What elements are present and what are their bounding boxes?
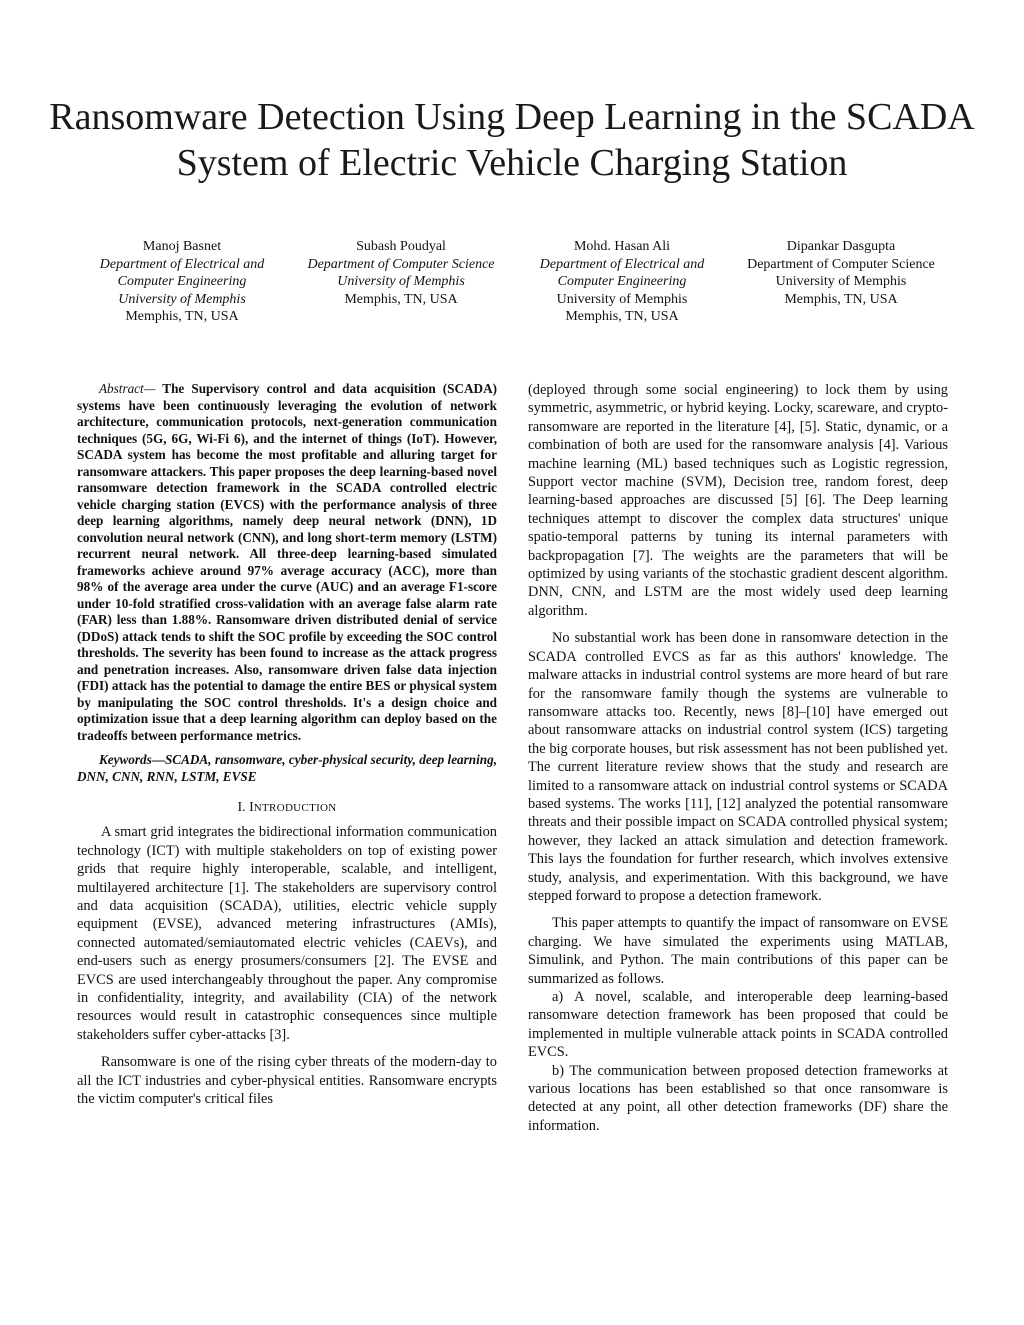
section-title-rest: NTRODUCTION [253, 802, 337, 814]
author-name: Subash Poudyal [356, 239, 446, 254]
contribution-item: b) The communication between proposed detection frameworks at various locations has been established so that once ransomware is detected at any point, all other detection frameworks (DF) share the information. [528, 1062, 948, 1134]
author-location: Memphis, TN, USA [784, 291, 898, 307]
author-university: University of Memphis [118, 291, 246, 307]
body-paragraph: This paper attempts to quantify the impact of ransomware on EVSE charging. We have simulated the experiments using MATLAB, Simulink, and Python. The main contributions of this paper can be summarized as follows. [528, 915, 948, 987]
left-column [77, 381, 497, 1109]
abstract-text: The Supervisory control and data acquisition (SCADA) systems have been continuously leveraging the evolution of network architecture, communication protocols, next-generation communication techniques (5G, 6G, Wi-Fi 6), and the internet of things (IoT). However, SCADA system has become the most profitable and alluring target for ransomware attackers. This paper proposes the deep learning-based novel ransomware detection framework in the SCADA controlled electric vehicle charging station (EVCS) with the performance analysis of three deep learning algorithms, namely deep neural network (DNN), 1D convolution neural network (CNN), and long short-term memory (LSTM) recurrent neural network. All three-deep learning-based simulated frameworks achieve around 97% average accuracy (ACC), more than 98% of the average area under the curve (AUC) and an average F1-score under 10-fold stratified cross-validation with an average false alarm rate (FAR) less than 1.88%. Ransomware driven distributed denial of service (DDoS) attack tends to shift the SOC profile by exceeding the SOC control thresholds. The severity has been found to increase as the attack progress and penetration increases. Also, ransomware driven false data injection (FDI) attack has the potential to damage the entire BES or physical system by manipulating the SOC control thresholds. It's a design choice and optimization issue that a deep learning algorithm can deploy based on the tradeoffs between performance metrics. [77, 381, 498, 743]
body-paragraph: No substantial work has been done in ransomware detection in the SCADA controlled EVCS as far as this authors' knowledge. The malware attacks in industrial control systems are more heard of but rare for the ransomware family though the systems are vulnerable to ransomware attacks too. Recently, news [8]–[10] have emerged out about ransomware attacks on industrial control system (ICS) targeting the big corporate houses, but risk assessment has not been published yet. The current literature review shows that the study and research are limited to a ransomware attack on industrial control systems or SCADA based systems. The works [11], [12] analyzed the potential ransomware threats and their possible impact on SCADA controlled physical system; however, they lacked an attack simulation and detection framework. This lays the foundation for further research, which involves extensive study, analysis, and experimentation. With this background, we have stepped forward to propose a detection framework. [528, 630, 948, 904]
contribution-item: a) A novel, scalable, and interoperable deep learning-based ransomware detection framework has been proposed that could be implemented in multiple vulnerable attack points in SCADA controlled EVCS. [528, 989, 948, 1061]
author-university: University of Memphis [556, 291, 688, 307]
author-department: Department of Electrical and Computer Engineering [539, 256, 705, 289]
author-block [736, 238, 946, 308]
section-heading [77, 799, 497, 817]
author-department: Department of Computer Science [307, 256, 495, 272]
author-university: University of Memphis [775, 274, 907, 289]
author-name: Mohd. Hasan Ali [573, 239, 671, 254]
right-column [528, 381, 948, 1135]
author-block [77, 238, 287, 326]
section-initial: I [249, 800, 254, 815]
author-name: Dipankar Dasgupta [786, 239, 896, 254]
paper-title: Ransomware Detection Using Deep Learning in the SCADA System of Electric Vehicle Charging Station [49, 96, 975, 184]
author-location: Memphis, TN, USA [125, 309, 239, 324]
author-block [517, 238, 727, 326]
abstract-label: Abstract— [99, 381, 156, 396]
author-department: Department of Computer Science [747, 256, 935, 272]
author-university: University of Memphis [337, 274, 465, 289]
author-block [296, 238, 506, 308]
author-location: Memphis, TN, USA [565, 309, 679, 324]
keywords: Keywords—SCADA, ransomware, cyber-physical security, deep learning, DNN, CNN, RNN, LSTM, EVSE [77, 752, 497, 784]
section-number: I. [237, 800, 246, 815]
author-location: Memphis, TN, USA [344, 291, 458, 307]
body-paragraph: A smart grid integrates the bidirectional information communication technology (ICT) with multiple stakeholders on top of existing power grids that require highly interoperable, scalable, and intelligent, multilayered architecture [1]. The stakeholders are supervisory control and data acquisition (SCADA), utilities, electric vehicle supply equipment (EVSE), advanced metering infrastructures (AMIs), connected automated/semiautomated electric vehicles (CAEVs), and end-users such as energy prosumers/consumers [2]. The EVSE and EVCS are used interchangeably throughout the paper. Any compromise in confidentiality, integrity, and availability (CIA) of the network resources would result in catastrophic consequences since multiple stakeholders suffer cyber-attacks [3]. [77, 824, 497, 1043]
author-department: Department of Electrical and Computer Engineering [99, 256, 265, 289]
body-paragraph: (deployed through some social engineering) to lock them by using symmetric, asymmetric, or hybrid keying. Locky, scareware, and crypto-ransomware are reported in the literature [4], [5]. Static, dynamic, or a combination of both are used for the ransomware analysis [4]. Various machine learning (ML) based techniques such as Logistic regression, Support vector machine (SVM), Decision tree, random forest, deep learning-based approaches are discussed [5] [6]. The Deep learning techniques attempt to discover the complex data structures' unique spatio-temporal patterns by tuning its internal parameters with backpropagation [7]. The weights are the parameters that will be optimized by using variants of the stochastic gradient descent algorithm. DNN, CNN, and LSTM are the most widely used deep learning algorithm. [528, 382, 948, 619]
body-paragraph: Ransomware is one of the rising cyber threats of the modern-day to all the ICT industries and cyber-physical entities. Ransomware encrypts the victim computer's critical files [77, 1054, 497, 1108]
author-name: Manoj Basnet [142, 239, 222, 254]
abstract [77, 381, 497, 744]
